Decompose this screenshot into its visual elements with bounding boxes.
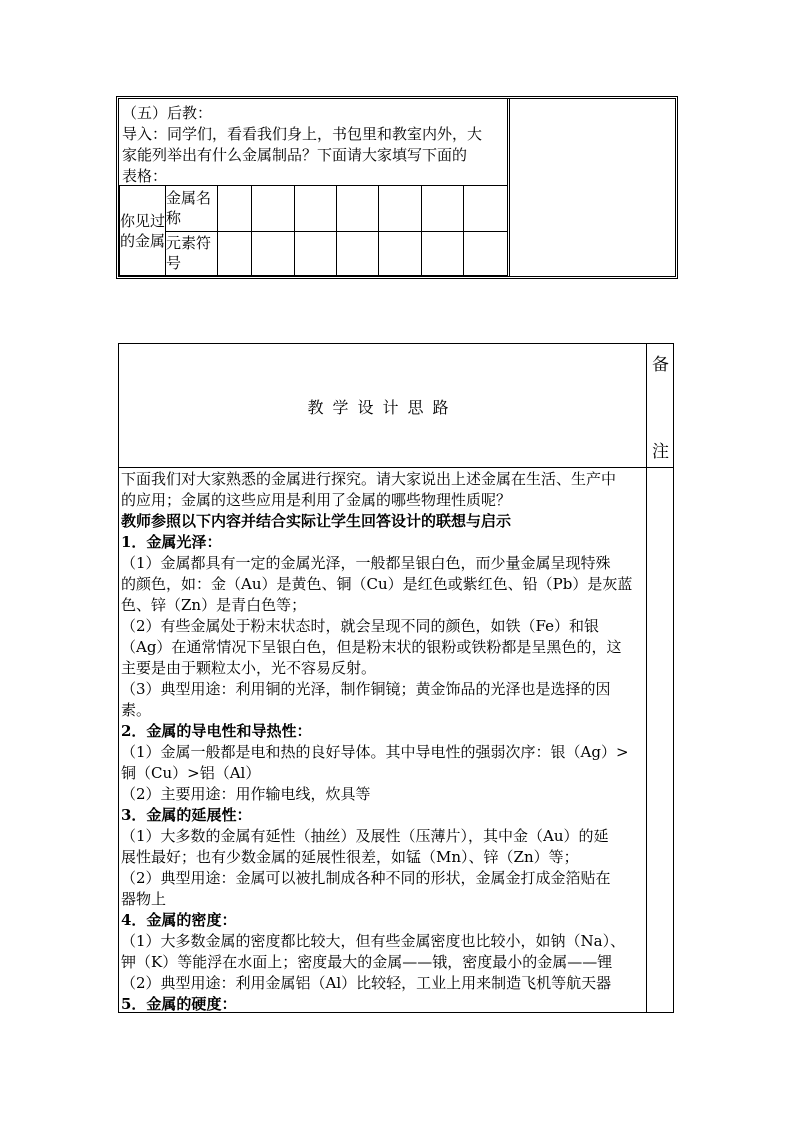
group-label: 你见过的金属 [120, 211, 166, 250]
group-label-cell [120, 186, 166, 276]
section-heading-line: 1．金属光泽： [121, 533, 222, 551]
section-heading-line: 2．金属的导电性和导热性： [121, 722, 312, 740]
blank-cell[interactable] [422, 186, 464, 232]
design-table [118, 343, 674, 1013]
body-line: （2）典型用途：金属可以被扎制成各种不同的形状，金属金打成金箔贴在 [121, 869, 611, 887]
metal-fill-table [119, 185, 508, 276]
body-line: （Ag）在通常情况下呈银白色，但是粉末状的银粉或铁粉都是呈黑色的，这 [121, 638, 622, 656]
body-line: 的应用；金属的这些应用是利用了金属的哪些物理性质呢？ [121, 491, 512, 509]
body-line: 主要是由于颗粒太小，光不容易反射。 [121, 659, 377, 677]
body-line: 铜（Cu）>铝（Al） [121, 764, 261, 782]
row-label-name: 金属名称 [166, 186, 218, 232]
intro-line: 导入：同学们，看看我们身上，书包里和教室内外，大 [122, 125, 483, 143]
blank-cell[interactable] [464, 231, 508, 276]
body-line: 色、锌（Zn）是青白色等； [121, 596, 307, 614]
design-body [121, 469, 645, 1015]
row-divider [119, 467, 673, 468]
body-line: （3）典型用途：利用铜的光泽，制作铜镜；黄金饰品的光泽也是选择的因 [121, 680, 611, 698]
blank-cell[interactable] [337, 231, 379, 276]
lesson-text [122, 103, 506, 187]
body-line: 展性最好；也有少数金属的延展性很差，如锰（Mn）、锌（Zn）等； [121, 848, 579, 866]
lesson-table [116, 96, 678, 279]
blank-cell[interactable] [218, 186, 252, 232]
blank-cell[interactable] [379, 186, 422, 232]
body-line: （2）有些金属处于粉末状态时，就会呈现不同的颜色，如铁（Fe）和银 [121, 617, 600, 635]
body-line: 素。 [121, 701, 152, 719]
column-divider [646, 344, 647, 1012]
intro-line: 表格： [122, 167, 168, 185]
body-line: （1）金属都具有一定的金属光泽，一般都呈银白色，而少量金属呈现特殊 [121, 554, 611, 572]
intro-line: 家能列举出有什么金属制品？下面请大家填写下面的 [122, 146, 468, 164]
section-title: （五）后教： [122, 104, 213, 122]
blank-cell[interactable] [379, 231, 422, 276]
blank-cell[interactable] [218, 231, 252, 276]
body-line: （1）大多数金属的密度都比较大，但有些金属密度也比较小，如钠（Na）、 [121, 932, 626, 950]
lesson-cell [119, 99, 510, 276]
design-heading: 教学设计思路 [307, 398, 458, 417]
blank-cell[interactable] [252, 186, 295, 232]
body-line: （1）金属一般都是电和热的良好导体。其中导电性的强弱次序：银（Ag）> [121, 743, 629, 761]
body-line: 的颜色，如：金（Au）是黄色、铜（Cu）是红色或紫红色、铅（Pb）是灰蓝 [121, 575, 633, 593]
section-heading-line: 4．金属的密度： [121, 911, 237, 929]
section-heading-line: 教师参照以下内容并结合实际让学生回答设计的联想与启示 [121, 512, 512, 530]
notes-label-top: 备 [652, 355, 669, 375]
notes-label-bottom: 注 [652, 442, 669, 462]
body-line: （1）大多数的金属有延性（抽丝）及展性（压薄片），其中金（Au）的延 [121, 827, 609, 845]
blank-cell[interactable] [295, 231, 337, 276]
blank-cell[interactable] [464, 186, 508, 232]
section-heading-line: 5．金属的硬度： [121, 995, 237, 1013]
body-line: 器物上 [121, 890, 167, 908]
body-line: 钾（K）等能浮在水面上；密度最大的金属——锇，密度最小的金属——锂 [121, 953, 613, 971]
section-heading-line: 3．金属的延展性： [121, 806, 252, 824]
blank-cell[interactable] [252, 231, 295, 276]
blank-cell[interactable] [337, 186, 379, 232]
row-label-symbol: 元素符号 [166, 231, 218, 276]
body-line: （2）主要用途：用作输电线，炊具等 [121, 785, 371, 803]
blank-cell[interactable] [422, 231, 464, 276]
blank-cell[interactable] [295, 186, 337, 232]
body-line: 下面我们对大家熟悉的金属进行探究。请大家说出上述金属在生活、生产中 [121, 470, 617, 488]
body-line: （2）典型用途：利用金属铝（Al）比较轻，工业上用来制造飞机等航天器 [121, 974, 612, 992]
